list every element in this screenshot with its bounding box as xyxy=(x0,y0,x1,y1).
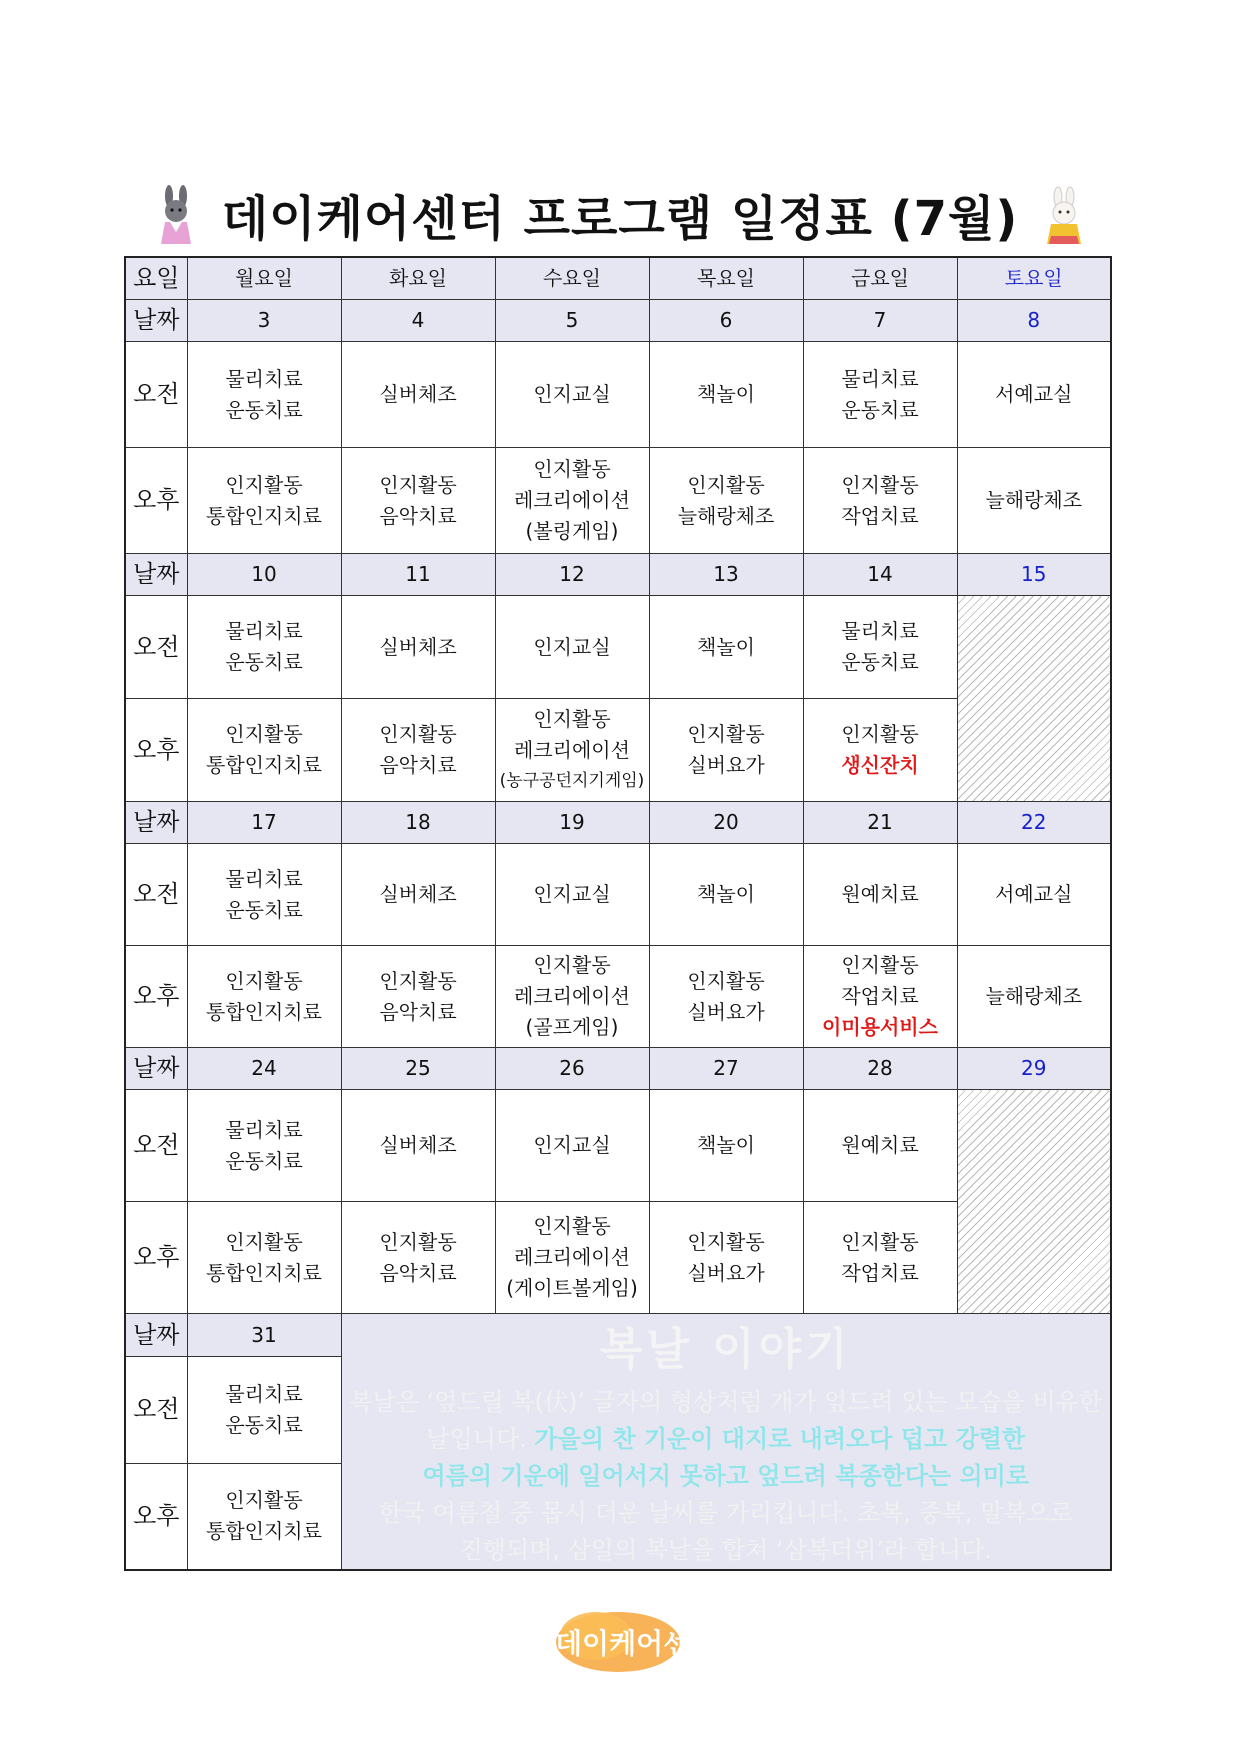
closed-saturday-cell xyxy=(957,596,1111,802)
schedule-table xyxy=(124,256,1112,1571)
date-row xyxy=(125,1048,1111,1090)
program-note: (농구공던지기게임) xyxy=(499,770,645,791)
date-cell: 21 xyxy=(803,802,957,844)
program-text: 인지활동 xyxy=(841,722,919,746)
program-cell: 인지활동 통합인지치료 xyxy=(187,1463,341,1570)
am-row xyxy=(125,596,1111,699)
date-row xyxy=(125,554,1111,596)
am-row-label: 오전 xyxy=(125,342,187,448)
date-row-label: 날짜 xyxy=(125,1314,187,1357)
date-cell: 4 xyxy=(341,300,495,342)
program-cell: 실버체조 xyxy=(341,844,495,946)
date-cell: 6 xyxy=(649,300,803,342)
program-cell: 서예교실 xyxy=(957,844,1111,946)
program-cell: 책놀이 xyxy=(649,596,803,699)
program-cell: 인지활동 통합인지치료 xyxy=(187,448,341,554)
program-cell: 인지활동 통합인지치료 xyxy=(187,699,341,802)
date-row-label: 날짜 xyxy=(125,300,187,342)
date-cell: 31 xyxy=(187,1314,341,1357)
weekday-thu: 목요일 xyxy=(649,257,803,300)
program-cell: 인지활동 음악치료 xyxy=(341,699,495,802)
date-cell: 25 xyxy=(341,1048,495,1090)
story-line: 한국 여름철 중 몹시 더운 날씨를 가리킵니다. 초복, 중복, 말복으로 xyxy=(378,1499,1073,1527)
story-line: 진행되며, 삼일의 복날을 합쳐 ‘삼복더위’라 합니다. xyxy=(459,1536,992,1564)
date-row xyxy=(125,1314,1111,1357)
program-cell xyxy=(495,699,649,802)
date-row-label: 날짜 xyxy=(125,1048,187,1090)
story-text: 날입니다. xyxy=(426,1425,535,1453)
date-cell: 17 xyxy=(187,802,341,844)
program-text: 인지활동 레크리에이션 xyxy=(514,706,630,762)
story-title: 복날 이야기 xyxy=(599,1324,852,1375)
program-cell: 인지활동 작업치료 xyxy=(803,1202,957,1314)
program-cell: 인지활동 통합인지치료 xyxy=(187,946,341,1048)
date-row xyxy=(125,802,1111,844)
special-event-beauty-service: 이미용서비스 xyxy=(822,1015,938,1039)
program-cell: 인지교실 xyxy=(495,596,649,699)
story-highlight: 여름의 기운에 일어서지 못하고 엎드려 복종한다는 의미로 xyxy=(422,1462,1030,1490)
weekday-wed: 수요일 xyxy=(495,257,649,300)
am-row-label: 오전 xyxy=(125,596,187,699)
program-cell: 인지교실 xyxy=(495,844,649,946)
program-cell: 인지활동 음악치료 xyxy=(341,448,495,554)
program-cell: 인지활동 실버요가 xyxy=(649,699,803,802)
date-cell-saturday: 15 xyxy=(957,554,1111,596)
program-cell: 책놀이 xyxy=(649,342,803,448)
program-cell: 물리치료 운동치료 xyxy=(803,596,957,699)
program-cell: 인지활동 통합인지치료 xyxy=(187,1202,341,1314)
program-cell: 인지활동 작업치료 xyxy=(803,448,957,554)
program-cell: 물리치료 운동치료 xyxy=(187,844,341,946)
pm-row-label: 오후 xyxy=(125,699,187,802)
pm-row xyxy=(125,946,1111,1048)
am-row-label: 오전 xyxy=(125,844,187,946)
program-cell: 인지활동 레크리에이션 (볼링게임) xyxy=(495,448,649,554)
weekday-header-label: 요일 xyxy=(125,257,187,300)
weekday-sat: 토요일 xyxy=(957,257,1111,300)
story-line xyxy=(346,1421,1107,1458)
date-row-label: 날짜 xyxy=(125,802,187,844)
rabbit-mascot-left-icon xyxy=(153,184,199,246)
date-cell-saturday: 8 xyxy=(957,300,1111,342)
date-cell: 11 xyxy=(341,554,495,596)
weekday-mon: 월요일 xyxy=(187,257,341,300)
date-cell: 12 xyxy=(495,554,649,596)
program-cell: 책놀이 xyxy=(649,844,803,946)
program-cell: 물리치료 운동치료 xyxy=(803,342,957,448)
weekday-fri: 금요일 xyxy=(803,257,957,300)
story-body xyxy=(342,1378,1111,1569)
am-row-label: 오전 xyxy=(125,1090,187,1202)
page-title: 데이케어센터 프로그램 일정표 (7월) xyxy=(221,191,1019,247)
date-row-label: 날짜 xyxy=(125,554,187,596)
date-cell-saturday: 22 xyxy=(957,802,1111,844)
pm-row-label: 오후 xyxy=(125,448,187,554)
program-cell: 인지교실 xyxy=(495,342,649,448)
program-cell: 늘해랑체조 xyxy=(957,946,1111,1048)
am-row-label: 오전 xyxy=(125,1357,187,1464)
story-line: 복날은 ‘엎드릴 복(伏)’ 글자의 형상처럼 개가 엎드려 있는 모습을 비유한 xyxy=(349,1388,1103,1416)
date-cell: 14 xyxy=(803,554,957,596)
program-cell: 인지활동 레크리에이션 (골프게임) xyxy=(495,946,649,1048)
date-cell: 24 xyxy=(187,1048,341,1090)
date-cell: 18 xyxy=(341,802,495,844)
program-cell: 인지활동 늘해랑체조 xyxy=(649,448,803,554)
program-cell: 실버체조 xyxy=(341,1090,495,1202)
pm-row-label: 오후 xyxy=(125,1463,187,1570)
pm-row xyxy=(125,448,1111,554)
program-cell xyxy=(803,699,957,802)
program-cell: 물리치료 운동치료 xyxy=(187,1090,341,1202)
program-cell: 책놀이 xyxy=(649,1090,803,1202)
am-row xyxy=(125,342,1111,448)
weekday-header-row xyxy=(125,257,1111,300)
program-cell: 원예치료 xyxy=(803,844,957,946)
date-cell: 19 xyxy=(495,802,649,844)
date-cell: 28 xyxy=(803,1048,957,1090)
program-cell: 물리치료 운동치료 xyxy=(187,342,341,448)
date-cell: 26 xyxy=(495,1048,649,1090)
pm-row-label: 오후 xyxy=(125,1202,187,1314)
rabbit-mascot-right-icon xyxy=(1041,184,1087,246)
program-cell: 인지활동 음악치료 xyxy=(341,1202,495,1314)
weekday-tue: 화요일 xyxy=(341,257,495,300)
am-row xyxy=(125,844,1111,946)
date-cell: 5 xyxy=(495,300,649,342)
program-cell: 인지활동 실버요가 xyxy=(649,946,803,1048)
program-cell: 원예치료 xyxy=(803,1090,957,1202)
date-cell: 27 xyxy=(649,1048,803,1090)
program-cell: 서예교실 xyxy=(957,342,1111,448)
date-cell: 10 xyxy=(187,554,341,596)
program-cell: 인지활동 실버요가 xyxy=(649,1202,803,1314)
date-cell-saturday: 29 xyxy=(957,1048,1111,1090)
program-cell: 물리치료 운동치료 xyxy=(187,596,341,699)
page-title-area xyxy=(0,180,1240,249)
am-row xyxy=(125,1090,1111,1202)
program-cell: 인지활동 음악치료 xyxy=(341,946,495,1048)
date-cell: 7 xyxy=(803,300,957,342)
program-cell: 늘해랑체조 xyxy=(957,448,1111,554)
date-cell: 3 xyxy=(187,300,341,342)
date-cell: 13 xyxy=(649,554,803,596)
story-highlight: 가을의 찬 기운이 대지로 내려오다 덥고 강렬한 xyxy=(534,1425,1026,1453)
program-cell: 인지활동 레크리에이션 (게이트볼게임) xyxy=(495,1202,649,1314)
program-cell: 실버체조 xyxy=(341,342,495,448)
closed-saturday-cell xyxy=(957,1090,1111,1314)
date-row xyxy=(125,300,1111,342)
program-cell xyxy=(803,946,957,1048)
pm-row-label: 오후 xyxy=(125,946,187,1048)
program-cell: 인지교실 xyxy=(495,1090,649,1202)
daycare-logo-text: 데이케어센터 xyxy=(555,1627,718,1660)
date-cell: 20 xyxy=(649,802,803,844)
special-event-birthday: 생신잔치 xyxy=(841,753,919,777)
boknal-story-panel xyxy=(341,1314,1111,1571)
program-text: 인지활동 작업치료 xyxy=(841,953,919,1008)
program-cell: 물리치료 운동치료 xyxy=(187,1357,341,1464)
program-cell: 실버체조 xyxy=(341,596,495,699)
